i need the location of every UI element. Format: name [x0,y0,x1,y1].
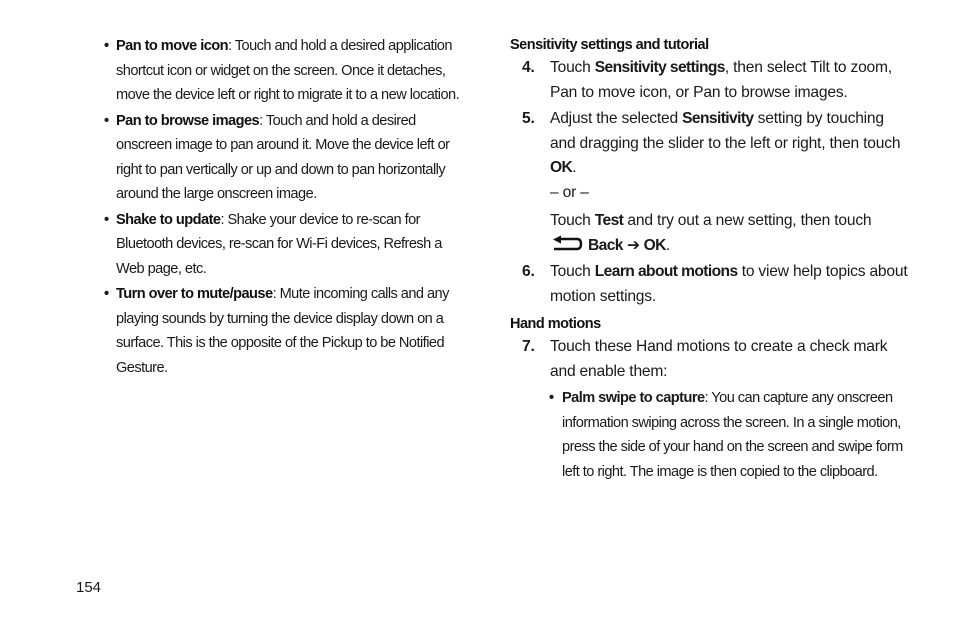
step-text: Touch [550,59,595,76]
page-number: 154 [76,579,102,596]
bullet-shake-to-update [100,208,465,282]
bullet-text: : Touch and hold a desired onscreen image to pan around it. Move the device left or right to pan vertically or up and down to pan horizontally around the large onscreen image. [116,112,450,202]
step-7 [510,335,910,384]
alt-text: and try out a new setting, then touch [623,212,872,229]
bullet-term: Turn over to mute/pause [116,286,273,302]
ok-label: OK [643,236,666,254]
alt-bold: Test [594,212,624,229]
step-bold: OK [550,159,573,176]
back-label: Back [588,236,623,254]
bullet-dot: • [104,211,109,228]
step-number: 6. [522,263,535,280]
bullet-dot: • [104,112,109,129]
bullet-pan-to-browse-images [100,109,465,207]
step-4 [510,56,910,105]
bullet-text: : Shake your device to re-scan for Bluetooth devices, re-scan for Wi-Fi devices, Refresh a Web page, etc. [116,211,442,277]
or-separator: – or – [550,183,589,201]
alt-text: . [665,236,670,254]
step-bold: Sensitivity settings [594,59,725,76]
step-text: Touch [550,263,595,280]
step-number: 5. [522,110,535,127]
section-heading-hand-motions: Hand motions [510,316,601,332]
arrow-glyph: ➔ [627,236,640,254]
step-text: setting by touching and dragging the slider to the left or right, then touch [550,110,901,152]
bullet-pan-to-move-icon [100,34,465,108]
bullet-dot: • [104,38,109,54]
step-text: to view help topics about motion settings. [550,263,908,305]
step-6 [510,260,910,309]
step-number: 7. [522,338,535,355]
bullet-text: : Mute incoming calls and any playing sounds by turning the device display down on a surface. This is the opposite of the Pickup to be Notified Gesture. [116,286,449,376]
step-text: Touch these Hand motions to create a check mark and enable them: [550,338,888,380]
bullet-dot: • [104,286,109,302]
left-column [100,34,465,381]
right-column [510,34,910,484]
step-text: , then select Tilt to zoom, Pan to move icon, or Pan to browse images. [550,59,892,101]
step-text: Adjust the selected [550,110,683,127]
step-text: . [572,159,577,176]
bullet-term: Shake to update [116,211,221,228]
step-5-alternative [510,209,910,258]
bullet-turn-over-to-mute [100,282,465,380]
step-number: 4. [522,59,535,76]
bullet-term: Palm swipe to capture [562,390,705,406]
bullet-text: : You can capture any onscreen information swiping across the screen. In a single motion, press the side of your hand on the screen and swipe form left to right. The image is then copied to the clipboard. [562,390,903,480]
bullet-term: Pan to move icon [116,38,229,54]
step-bold: Learn about motions [594,263,738,280]
back-arrow-icon [550,235,584,253]
step-bold: Sensitivity [682,110,754,127]
step-5 [510,107,910,205]
section-heading-sensitivity: Sensitivity settings and tutorial [510,37,709,53]
alt-text: Touch [550,212,595,229]
bullet-palm-swipe-to-capture [549,386,910,484]
bullet-dot: • [549,390,554,406]
bullet-text: : Touch and hold a desired application shortcut icon or widget on the screen. Once it detaches, move the device left or right to migrate it to a new location. [116,38,460,103]
bullet-term: Pan to browse images [116,112,260,129]
